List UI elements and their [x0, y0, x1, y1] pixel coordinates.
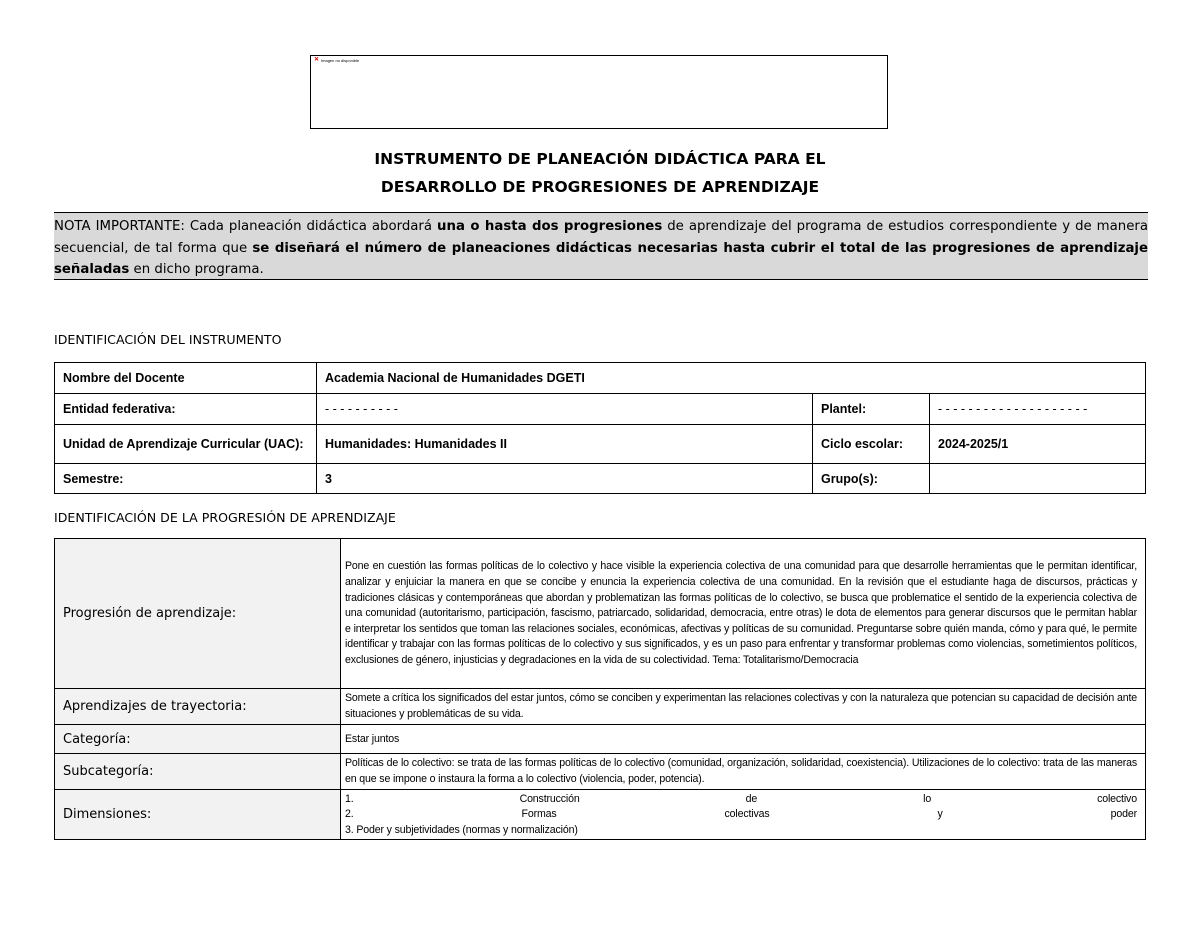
dimension-word: 3. Poder y subjetividades (normas y normalización) [345, 823, 578, 836]
note-bold-2: se diseñará el número de planeaciones didácticas necesarias hasta cubrir el total de las progresiones de aprendizaje señaladas [54, 240, 1148, 277]
important-note [54, 212, 1148, 280]
dimension-word: colectivas [724, 808, 770, 821]
dimension-word: colectivo [1097, 792, 1137, 805]
aprendizajes-label: Aprendizajes de trayectoria: [55, 689, 341, 725]
dimension-word: y [937, 808, 943, 821]
broken-image-alt: Imagen no disponible [321, 58, 360, 63]
categoria-label: Categoría: [55, 725, 341, 754]
progression-identification-table [54, 538, 1146, 840]
dimension-line [345, 823, 1137, 839]
progresion-label: Progresión de aprendizaje: [55, 539, 341, 689]
docente-value: Academia Nacional de Humanidades DGETI [317, 363, 1146, 394]
plantel-label: Plantel: [813, 394, 930, 425]
note-bold-1: una o hasta dos progresiones [437, 219, 663, 234]
progresion-value: Pone en cuestión las formas políticas de lo colectivo y hace visible la experiencia colectiva de una comunidad para que desarrolle herramientas que le permitan identificar, analizar y enjuiciar la manera en que se concibe y enuncia la experiencia colectiva de una comunidad. En la revisión que el estudiante haga de discursos, prácticas y tradiciones clásicas y contemporáneas que abordan y problematizan las formas políticas de lo colectivo, se busca que problematice el sentido de la experiencia colectiva de una comunidad (autoritarismo, participación, fascismo, patriarcado, solidaridad, democracia, entre otras) le dota de elementos para generar discursos que le permitan hablar e interpretar los sentidos que toman las relaciones sociales, económicas, afectivas y políticas de su comunidad. Preguntarse sobre quién manda, cómo y para qué, le permite identificar y trabajar con las formas políticas de lo colectivo y sus significados, y es un paso para enfrentar y transformar problemas como violencias, sometimientos políticos, exclusiones de género, injusticias y degradaciones en la vida de su colectividad. Tema: Totalitarismo/Democracia [341, 539, 1146, 689]
broken-image-icon: ✕ [314, 57, 320, 63]
dimension-word: lo [923, 792, 932, 805]
dimension-word: Formas [521, 808, 557, 821]
grupo-value [930, 464, 1146, 494]
instrument-identification-table [54, 362, 1146, 494]
section-heading-instrumento: IDENTIFICACIÓN DEL INSTRUMENTO [54, 332, 282, 347]
document-title-line-2: DESARROLLO DE PROGRESIONES DE APRENDIZAJE [380, 178, 820, 196]
uac-label: Unidad de Aprendizaje Curricular (UAC): [55, 425, 317, 464]
subcategoria-label: Subcategoría: [55, 754, 341, 790]
dimension-word: 1. [345, 792, 354, 805]
dimension-line [345, 792, 1137, 808]
semestre-value: 3 [317, 464, 813, 494]
uac-value: Humanidades: Humanidades II [317, 425, 813, 464]
entidad-label: Entidad federativa: [55, 394, 317, 425]
broken-image-placeholder [314, 58, 359, 63]
note-text-2: de aprendizaje del programa de estudios correspondiente y de manera secuencial, de tal forma que [54, 219, 1149, 256]
ciclo-value: 2024-2025/1 [930, 425, 1146, 464]
subcategoria-value: Políticas de lo colectivo: se trata de las formas políticas de lo colectivo (comunidad, organización, solidaridad, coexistencia). Utilizaciones de lo colectivo: trata de las maneras en que se impone o instaura la forma a lo colectivo (violencia, poder, potencia). [341, 754, 1146, 790]
entidad-value: - - - - - - - - - - [317, 394, 813, 425]
note-text-1: NOTA IMPORTANTE: Cada planeación didáctica abordará [54, 219, 438, 234]
dimensiones-label: Dimensiones: [55, 790, 341, 840]
header-image-frame [310, 55, 888, 129]
categoria-value: Estar juntos [341, 725, 1146, 754]
plantel-value: - - - - - - - - - - - - - - - - - - - - [930, 394, 1146, 425]
ciclo-label: Ciclo escolar: [813, 425, 930, 464]
docente-label: Nombre del Docente [55, 363, 317, 394]
section-heading-progresion: IDENTIFICACIÓN DE LA PROGRESIÓN DE APRENDIZAJE [54, 510, 396, 525]
dimensiones-value [341, 790, 1146, 840]
dimension-word: 2. [345, 808, 354, 821]
dimension-word: Construcción [519, 792, 580, 805]
semestre-label: Semestre: [55, 464, 317, 494]
document-title-line-1: INSTRUMENTO DE PLANEACIÓN DIDÁCTICA PARA EL [374, 150, 826, 168]
dimension-word: poder [1110, 808, 1137, 821]
dimension-word: de [745, 792, 758, 805]
grupo-label: Grupo(s): [813, 464, 930, 494]
aprendizajes-value: Somete a crítica los significados del estar juntos, cómo se conciben y experimentan las relaciones colectivas y con la naturaleza que potencian su capacidad de decisión ante situaciones y problemáticas de su vida. [341, 689, 1146, 725]
dimension-line [345, 807, 1137, 823]
note-text-3: en dicho programa. [129, 262, 264, 277]
